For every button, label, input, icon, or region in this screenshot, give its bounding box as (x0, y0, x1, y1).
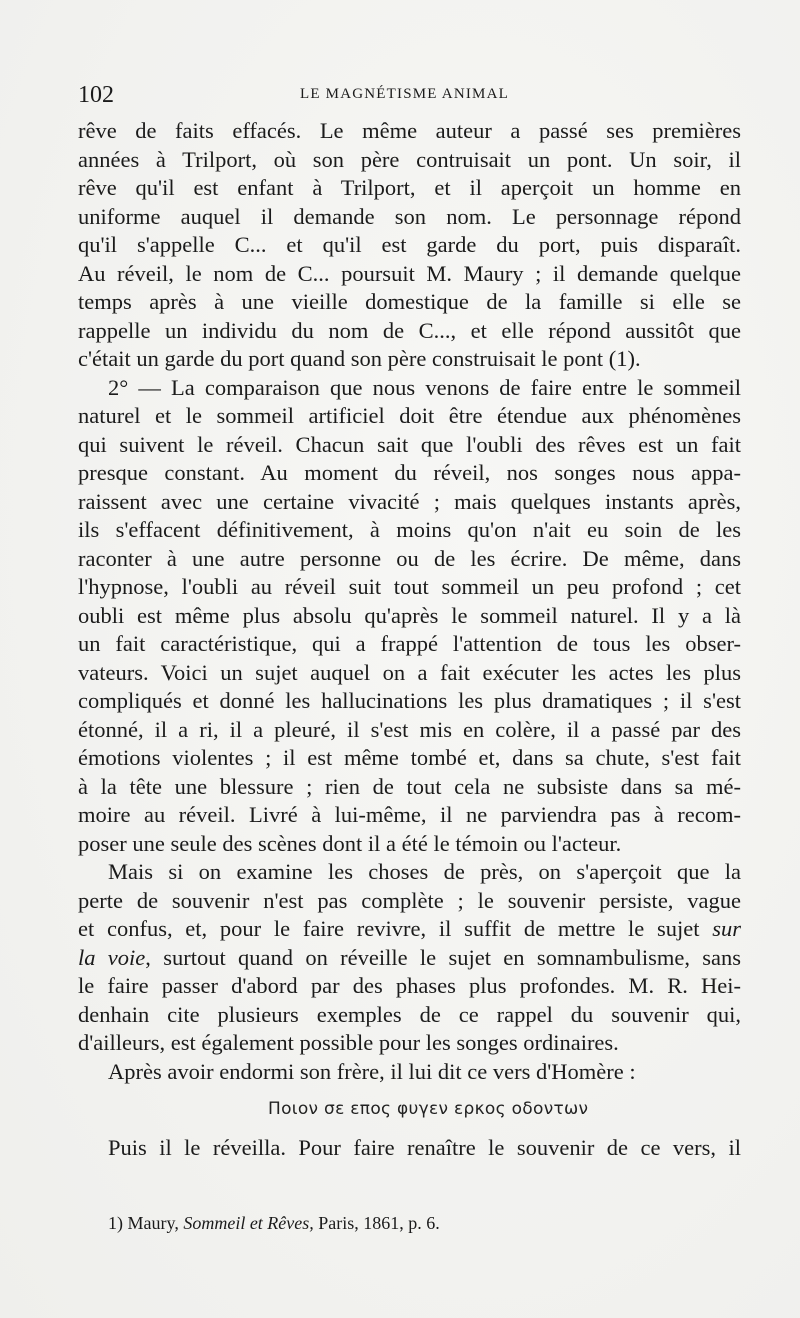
text-line: raissent avec une certaine vivacité ; mais quelques instants après, (78, 488, 741, 514)
italic-span: sur (712, 916, 742, 941)
text-line: oubli est même plus absolu qu'après le sommeil naturel. Il y a là (78, 602, 741, 628)
text-line: qui suivent le réveil. Chacun sait que l'oubli des rêves est un fait (78, 431, 741, 457)
text-line: raconter à une autre personne ou de les écrire. De même, dans (78, 545, 741, 571)
paragraph-start: Après avoir endormi son frère, il lui dit ce vers d'Homère : (108, 1058, 636, 1084)
text-line: l'hypnose, l'oubli au réveil suit tout sommeil un peu profond ; cet (78, 574, 741, 599)
text-line: uniforme auquel il demande son nom. Le personnage répond (78, 203, 741, 229)
running-head: LE MAGNÉTISME ANIMAL (300, 86, 509, 102)
text-line: le faire passer d'abord par des phases plus profondes. M. R. Hei- (78, 973, 741, 998)
text-line: c'était un garde du port quand son père construisait le pont (1). (78, 346, 641, 371)
text-line: ils s'effacent définitivement, à moins qu'on n'ait eu soin de les (78, 517, 741, 542)
page-number: 102 (78, 82, 114, 108)
spacer (78, 1124, 741, 1134)
footnote-rest: Paris, 1861, p. 6. (318, 1213, 440, 1233)
greek-verse: Ποιον σε επος φυγεν ερκος οδοντων (268, 1099, 589, 1119)
text-line: Au réveil, le nom de C... poursuit M. Maury ; il demande quelque (78, 260, 741, 286)
footnote-marker: 1) Maury, (108, 1213, 179, 1233)
text-line: poser une seule des scènes dont il a été le témoin ou l'acteur. (78, 830, 622, 856)
text-span: , surtout quand on réveille le sujet en somnambulisme, sans (145, 944, 741, 970)
paragraph-start: 2° — La comparaison que nous venons de faire entre le sommeil (108, 374, 741, 400)
text-line: un fait caractéristique, qui a frappé l'attention de tous les obser- (78, 631, 741, 656)
text-line: d'ailleurs, est également possible pour les songes ordinaires. (78, 1030, 619, 1055)
text-line-with-italic (78, 944, 741, 973)
body-text (78, 117, 741, 1163)
text-line: émotions violentes ; il est même tombé et, dans sa chute, s'est fait (78, 745, 741, 770)
text-line: années à Trilport, où son père contruisait un pont. Un soir, il (78, 146, 741, 172)
text-line: rêve qu'il est enfant à Trilport, et il aperçoit un homme en (78, 175, 741, 200)
text-line: perte de souvenir n'est pas complète ; le souvenir persiste, vague (78, 887, 741, 913)
footnote (108, 1213, 440, 1234)
text-line: étonné, il a ri, il a pleuré, il s'est mis en colère, il a passé par des (78, 716, 741, 742)
text-line: qu'il s'appelle C... et qu'il est garde du port, puis disparaît. (78, 232, 741, 257)
text-line: naturel et le sommeil artificiel doit être étendue aux phénomènes (78, 403, 741, 428)
spacer (78, 1086, 741, 1094)
text-line-with-italic (78, 915, 741, 944)
text-line: presque constant. Au moment du réveil, nos songes nous appa- (78, 460, 741, 485)
paragraph-start: Mais si on examine les choses de près, on s'aperçoit que la (108, 859, 741, 884)
text-line: rappelle un individu du nom de C..., et elle répond aussitôt que (78, 317, 741, 343)
text-line: moire au réveil. Livré à lui-même, il ne parviendra pas à recom- (78, 802, 741, 827)
text-line: rêve de faits effacés. Le même auteur a passé ses premières (78, 118, 741, 143)
italic-span: la voie (78, 944, 146, 970)
page-header (78, 82, 740, 112)
text-line: temps après à une vieille domestique de la famille si elle se (78, 289, 741, 314)
text-line: compliqués et donné les hallucinations les plus dramatiques ; il s'est (78, 688, 741, 713)
text-line: denhain cite plusieurs exemples de ce rappel du souvenir qui, (78, 1001, 741, 1027)
text-line: à la tête une blessure ; rien de tout cela ne subsiste dans sa mé- (78, 773, 741, 799)
footnote-title: Sommeil et Rêves, (183, 1213, 314, 1233)
paragraph-start: Puis il le réveilla. Pour faire renaître le souvenir de ce vers, il (108, 1135, 741, 1160)
text-line: vateurs. Voici un sujet auquel on a fait exécuter les actes les plus (78, 659, 741, 685)
text-span: et confus, et, pour le faire revivre, il suffit de mettre le sujet (78, 916, 700, 941)
